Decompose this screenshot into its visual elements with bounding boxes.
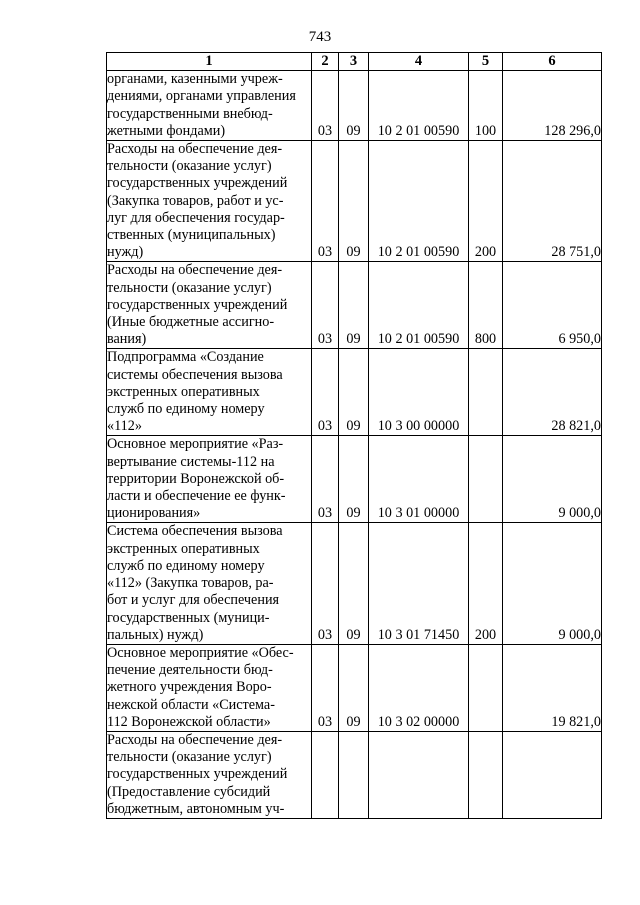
expense-name-line: экстренных оперативных — [107, 540, 260, 557]
target-article-cell — [369, 731, 469, 818]
expense-name-line: служб по единому номеру — [107, 401, 265, 418]
expense-name-line: жетными фондами) — [107, 122, 226, 139]
expense-name-line: ласти и обеспечение ее функ- — [107, 488, 286, 505]
expense-name-line: Основное мероприятие «Раз- — [107, 436, 284, 453]
table-body — [107, 71, 602, 819]
expense-name-line: нежской области «Система- — [107, 696, 275, 713]
expense-name-line: «112» (Закупка товаров, ра- — [107, 575, 274, 592]
expense-name-line: Расходы на обеспечение дея- — [107, 262, 283, 279]
section-code-cell — [312, 731, 339, 818]
expense-name-line: территории Воронежской об- — [107, 470, 285, 487]
subsection-code-cell: 09 — [339, 349, 369, 436]
expense-name-line: государственных (муници- — [107, 609, 270, 626]
table-row — [107, 262, 602, 349]
expense-name-cell — [107, 141, 312, 262]
target-article-cell: 10 3 00 00000 — [369, 349, 469, 436]
amount-cell: 128 296,0 — [503, 71, 602, 141]
expense-name-line: Основное мероприятие «Обес- — [107, 644, 294, 661]
expense-type-cell: 800 — [469, 262, 503, 349]
expense-name-line: пальных) нужд) — [107, 626, 204, 643]
expense-name-line: вертывание системы-112 на — [107, 453, 275, 470]
expense-name-cell — [107, 436, 312, 523]
expense-name-line: государственных учреждений — [107, 766, 288, 783]
expense-name-line: Подпрограмма «Создание — [107, 349, 264, 366]
subsection-code-cell: 09 — [339, 141, 369, 262]
expense-name-line: луг для обеспечения государ- — [107, 209, 285, 226]
expense-name-line: «112» — [107, 418, 142, 435]
page-number: 743 — [308, 29, 332, 45]
expense-name-line: дениями, органами управления — [107, 88, 296, 105]
expense-name-line: Система обеспечения вызова — [107, 523, 283, 540]
table-row — [107, 523, 602, 644]
col-header-target-article: 4 — [369, 53, 469, 71]
target-article-cell: 10 3 01 71450 — [369, 523, 469, 644]
subsection-code-cell: 09 — [339, 644, 369, 731]
expense-name-line: государственных учреждений — [107, 296, 288, 313]
budget-table — [106, 52, 602, 819]
table-row — [107, 731, 602, 818]
expense-name-cell — [107, 731, 312, 818]
subsection-code-cell — [339, 731, 369, 818]
header-row — [107, 53, 602, 71]
target-article-cell: 10 2 01 00590 — [369, 141, 469, 262]
expense-name-line: системы обеспечения вызова — [107, 366, 283, 383]
amount-cell: 9 000,0 — [503, 436, 602, 523]
expense-name-line: ционирования» — [107, 505, 201, 522]
col-header-amount: 6 — [503, 53, 602, 71]
amount-cell — [503, 731, 602, 818]
expense-name-line: государственными внебюд- — [107, 105, 273, 122]
expense-name-line: тельности (оказание услуг) — [107, 279, 272, 296]
expense-name-line: экстренных оперативных — [107, 383, 260, 400]
expense-name-cell — [107, 523, 312, 644]
col-header-name: 1 — [107, 53, 312, 71]
table-row — [107, 71, 602, 141]
expense-type-cell — [469, 436, 503, 523]
expense-name-cell — [107, 262, 312, 349]
expense-type-cell — [469, 644, 503, 731]
amount-cell: 19 821,0 — [503, 644, 602, 731]
amount-cell: 28 821,0 — [503, 349, 602, 436]
expense-name-cell — [107, 71, 312, 141]
table-row — [107, 141, 602, 262]
amount-cell: 28 751,0 — [503, 141, 602, 262]
target-article-cell: 10 2 01 00590 — [369, 262, 469, 349]
expense-name-line: Расходы на обеспечение дея- — [107, 731, 283, 748]
expense-name-line: (Иные бюджетные ассигно- — [107, 314, 275, 331]
expense-name-cell — [107, 644, 312, 731]
expense-name-line: тельности (оказание услуг) — [107, 158, 272, 175]
section-code-cell: 03 — [312, 141, 339, 262]
expense-name-line: государственных учреждений — [107, 175, 288, 192]
expense-name-line: вания) — [107, 331, 147, 348]
col-header-expense-type: 5 — [469, 53, 503, 71]
section-code-cell: 03 — [312, 71, 339, 141]
subsection-code-cell: 09 — [339, 436, 369, 523]
expense-type-cell: 100 — [469, 71, 503, 141]
amount-cell: 9 000,0 — [503, 523, 602, 644]
expense-name-line: ственных (муниципальных) — [107, 227, 276, 244]
expense-name-line: бюджетным, автономным уч- — [107, 800, 285, 817]
col-header-section: 2 — [312, 53, 339, 71]
expense-name-line: нужд) — [107, 244, 144, 261]
table-row — [107, 644, 602, 731]
table-row — [107, 349, 602, 436]
subsection-code-cell: 09 — [339, 523, 369, 644]
subsection-code-cell: 09 — [339, 71, 369, 141]
col-header-subsection: 3 — [339, 53, 369, 71]
target-article-cell: 10 2 01 00590 — [369, 71, 469, 141]
expense-name-line: тельности (оказание услуг) — [107, 749, 272, 766]
expense-name-line: служб по единому номеру — [107, 557, 265, 574]
expense-name-line: печение деятельности бюд- — [107, 662, 273, 679]
expense-type-cell — [469, 731, 503, 818]
expense-name-line: органами, казенными учреж- — [107, 71, 283, 88]
amount-cell: 6 950,0 — [503, 262, 602, 349]
expense-name-line: бот и услуг для обеспечения — [107, 592, 280, 609]
section-code-cell: 03 — [312, 436, 339, 523]
target-article-cell: 10 3 01 00000 — [369, 436, 469, 523]
section-code-cell: 03 — [312, 523, 339, 644]
section-code-cell: 03 — [312, 349, 339, 436]
expense-name-line: (Закупка товаров, работ и ус- — [107, 192, 284, 209]
expense-type-cell: 200 — [469, 141, 503, 262]
expense-type-cell: 200 — [469, 523, 503, 644]
subsection-code-cell: 09 — [339, 262, 369, 349]
table-row — [107, 436, 602, 523]
expense-name-line: (Предоставление субсидий — [107, 783, 271, 800]
expense-name-line: Расходы на обеспечение дея- — [107, 141, 283, 158]
expense-type-cell — [469, 349, 503, 436]
section-code-cell: 03 — [312, 644, 339, 731]
expense-name-cell — [107, 349, 312, 436]
target-article-cell: 10 3 02 00000 — [369, 644, 469, 731]
expense-name-line: 112 Воронежской области» — [107, 713, 271, 730]
section-code-cell: 03 — [312, 262, 339, 349]
expense-name-line: жетного учреждения Воро- — [107, 679, 272, 696]
